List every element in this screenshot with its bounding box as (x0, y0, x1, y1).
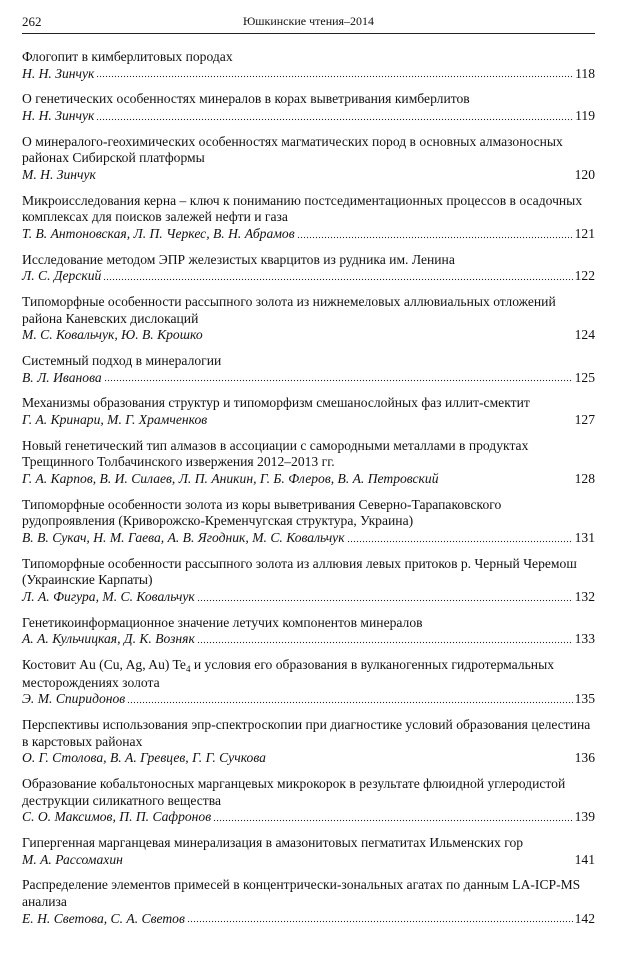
entry-title: Микроисследования керна – ключ к пониманию постседиментационных процессов в осадочных комплексах для поисков залежей нефти и газа (22, 192, 583, 225)
entry-authors: М. С. Ковальчук, Ю. В. Крошко (22, 327, 203, 343)
toc-entry (22, 193, 595, 243)
entry-page-number: 118 (575, 65, 595, 81)
entry-authors: Н. Н. Зинчук (22, 65, 95, 81)
entry-authors: Э. М. Спиридонов (22, 691, 126, 707)
entry-authors: В. В. Сукач, Н. М. Гаева, А. В. Ягодник, М. С. Ковальчук (22, 529, 345, 545)
page (22, 14, 595, 936)
dot-leader (441, 481, 573, 484)
entry-authors: Г. А. Карпов, В. И. Силаев, Л. П. Аникин, Г. Б. Флеров, В. А. Петровский (22, 470, 439, 486)
entry-title: Типоморфные особенности рассыпного золота из нижнемеловых аллювиальных отложений района Каневских дислокаций (22, 294, 556, 326)
entry-title: Типоморфные особенности рассыпного золота из аллювия левых притоков р. Черный Черемош (Украинские Карпаты) (22, 555, 577, 588)
toc-entry (22, 252, 595, 285)
toc-entry (22, 49, 595, 82)
entry-title-prefix: Костовит Au (Cu, Ag, Au) Te (22, 657, 186, 673)
dot-leader (96, 75, 573, 78)
entry-author-line (22, 471, 595, 488)
entry-title: Типоморфные особенности золота из коры выветривания Северно-Тарапаковского рудопроявления (Криворожско-Кременчугская структура, Украина) (22, 496, 502, 529)
entry-page-number: 128 (574, 470, 595, 486)
dot-leader (125, 861, 573, 864)
toc-entry (22, 717, 595, 767)
entry-title: Исследование методом ЭПР железистых кварцитов из рудника им. Ленина (22, 251, 455, 267)
entry-authors: Е. Н. Светова, С. А. Светов (22, 910, 185, 926)
entry-authors: М. Н. Зинчук (22, 166, 96, 182)
dot-leader (297, 236, 573, 239)
entry-title: Гипергенная марганцевая минерализация в амазонитовых пегматитах Ильменских гор (22, 834, 524, 850)
entry-author-line (22, 530, 595, 547)
toc-entry (22, 294, 595, 344)
entry-title: Перспективы использования эпр-спектроскопии при диагностике условий образования целестина в карстовых районах (22, 717, 591, 749)
toc-entry (22, 776, 595, 826)
dot-leader (98, 177, 573, 180)
entry-title: Новый генетический тип алмазов в ассоциации с самородными металлами в продуктах Трещинного Толбачинского извержения 2012–2013 гг. (22, 437, 529, 470)
entry-authors: Г. А. Кринари, М. Г. Храмченков (22, 412, 208, 427)
entry-title: Системный подход в минералогии (22, 353, 222, 369)
entry-author-line (22, 226, 595, 243)
entry-author-line (22, 911, 595, 928)
entry-author-line (22, 631, 595, 648)
entry-author-line (22, 167, 595, 184)
toc-entry (22, 657, 595, 708)
entry-authors: В. Л. Иванова (22, 369, 102, 385)
entry-title: Образование кобальтоносных марганцевых микрокорок в результате флюидной углеродистой деструкции силикатного вещества (22, 776, 566, 808)
entry-authors: А. А. Кульчицкая, Д. К. Возняк (22, 631, 195, 647)
entry-page-number: 127 (574, 412, 595, 427)
entry-author-line (22, 852, 595, 869)
toc-entry (22, 835, 595, 868)
entry-author-line (22, 66, 595, 83)
dot-leader (347, 540, 573, 543)
dot-leader (209, 422, 572, 425)
toc-entry (22, 395, 595, 428)
entry-author-line (22, 268, 595, 285)
dot-leader (127, 701, 572, 704)
entry-page-number: 121 (574, 225, 595, 241)
page-header (22, 14, 595, 34)
entry-page-number: 132 (574, 588, 595, 604)
dot-leader (213, 819, 572, 822)
entry-author-line (22, 412, 595, 429)
page-number: 262 (22, 14, 42, 29)
dot-leader (96, 118, 573, 121)
entry-page-number: 131 (574, 529, 595, 545)
entry-author-line (22, 327, 595, 344)
entry-title-subscript: 4 (185, 664, 191, 675)
toc-entry (22, 134, 595, 184)
entry-authors: М. А. Рассомахин (22, 851, 123, 867)
entry-page-number: 124 (574, 327, 595, 343)
entry-page-number: 142 (574, 910, 595, 926)
entry-author-line (22, 809, 595, 826)
entry-title: Генетикоинформационное значение летучих компонентов минералов (22, 614, 423, 630)
entry-title: О минералого-геохимических особенностях магматических пород в основных алмазоносных районах Сибирской платформы (22, 133, 563, 166)
entry-title (22, 657, 595, 691)
toc-entry (22, 438, 595, 488)
entry-author-line (22, 750, 595, 767)
entry-author-line (22, 370, 595, 387)
entry-author-line (22, 589, 595, 606)
entry-authors: С. О. Максимов, П. П. Сафронов (22, 809, 212, 825)
toc-entry (22, 353, 595, 386)
dot-leader (197, 599, 573, 602)
entry-title: Флогопит в кимберлитовых породах (22, 49, 233, 64)
running-title: Юшкинские чтения–2014 (242, 14, 375, 28)
table-of-contents (22, 49, 595, 927)
entry-author-line (22, 108, 595, 125)
entry-page-number: 135 (574, 691, 595, 707)
dot-leader (187, 920, 573, 923)
toc-entry (22, 877, 595, 927)
entry-authors: О. Г. Столова, В. А. Гревцев, Г. Г. Сучкова (22, 750, 266, 766)
entry-title: О генетических особенностях минералов в корах выветривания кимберлитов (22, 91, 470, 107)
toc-entry (22, 556, 595, 606)
toc-entry (22, 615, 595, 648)
toc-entry (22, 497, 595, 547)
entry-page-number: 133 (574, 631, 595, 647)
dot-leader (104, 379, 573, 382)
entry-authors: Н. Н. Зинчук (22, 107, 95, 123)
entry-page-number: 120 (574, 166, 595, 182)
entry-author-line (22, 691, 595, 708)
entry-authors: Л. С. Дерский (22, 268, 102, 284)
entry-page-number: 136 (574, 750, 595, 766)
dot-leader (103, 278, 572, 281)
entry-page-number: 119 (575, 107, 595, 123)
dot-leader (205, 337, 573, 340)
entry-page-number: 122 (574, 268, 595, 284)
entry-page-number: 125 (574, 369, 595, 385)
entry-authors: Л. А. Фигура, М. С. Ковальчук (22, 588, 195, 604)
dot-leader (268, 760, 573, 763)
entry-title: Механизмы образования структур и типоморфизм смешанослойных фаз иллит-смектит (22, 395, 530, 411)
entry-authors: Т. В. Антоновская, Л. П. Черкес, В. Н. Абрамов (22, 225, 295, 241)
dot-leader (197, 641, 573, 644)
entry-title: Распределение элементов примесей в концентрически-зональных агатах по данным LA-ICP-MS анализа (22, 877, 581, 909)
toc-entry (22, 91, 595, 124)
entry-page-number: 141 (574, 851, 595, 867)
entry-page-number: 139 (574, 809, 595, 825)
entry-title-suffix: и условия его образования в вулканогенных гидротермальных месторождениях золота (22, 657, 555, 690)
